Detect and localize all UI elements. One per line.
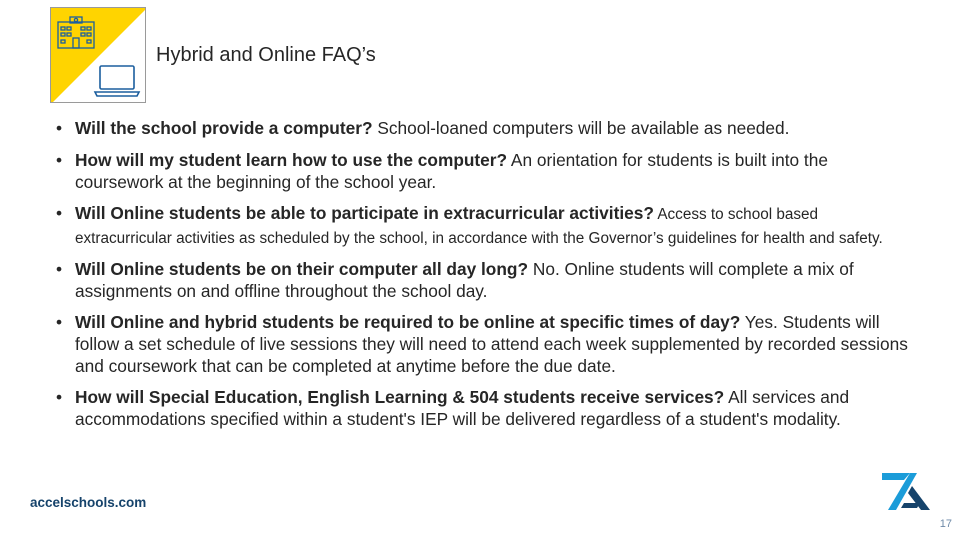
faq-item-extracurricular (56, 202, 916, 249)
laptop-icon (95, 66, 139, 96)
faq-answer: School-loaned computers will be available as needed. (372, 118, 790, 138)
slide-title: Hybrid and Online FAQ’s (156, 44, 376, 66)
hybrid-online-logo (50, 7, 146, 103)
bullet: • (56, 203, 63, 223)
faq-list (56, 117, 916, 430)
bullet: • (56, 312, 63, 332)
faq-answer: Access to school based extracurricular activities as scheduled by the school, in accordance with the Governor’s guidelines for health and safety. (75, 206, 883, 247)
faq-question: Will Online and hybrid students be required to be online at specific times of day? (75, 312, 741, 332)
bullet: • (56, 387, 63, 407)
footer-url: accelschools.com (30, 495, 147, 510)
faq-question: How will Special Education, English Learning & 504 students receive services? (75, 387, 725, 407)
faq-item-schedule (56, 311, 916, 377)
faq-answer: An orientation for students is built into the coursework at the beginning of the school year. (75, 150, 828, 192)
faq-answer: Yes. Students will follow a set schedule of live sessions they will need to attend each week supplemented by recorded sessions and coursework that can be completed at anytime before the due date. (75, 312, 908, 376)
bullet: • (56, 259, 63, 279)
faq-question: How will my student learn how to use the computer? (75, 150, 508, 170)
faq-question: Will the school provide a computer? (75, 118, 373, 138)
page-number: 17 (939, 518, 952, 530)
faq-answer: All services and accommodations specified within a student's IEP will be delivered regardless of a student's modality. (75, 387, 850, 429)
bullet: • (56, 118, 63, 138)
accel-logo-mark-icon (880, 470, 932, 512)
bullet: • (56, 150, 63, 170)
faq-item-all-day (56, 258, 916, 302)
faq-item-computer (56, 117, 916, 139)
faq-item-orientation (56, 149, 916, 193)
faq-item-special-education (56, 386, 916, 430)
faq-question: Will Online students be able to participate in extracurricular activities? (75, 203, 654, 223)
logo-graphic (51, 8, 146, 103)
faq-question: Will Online students be on their computer all day long? (75, 259, 529, 279)
faq-answer: No. Online students will complete a mix of assignments on and offline throughout the school day. (75, 259, 854, 301)
